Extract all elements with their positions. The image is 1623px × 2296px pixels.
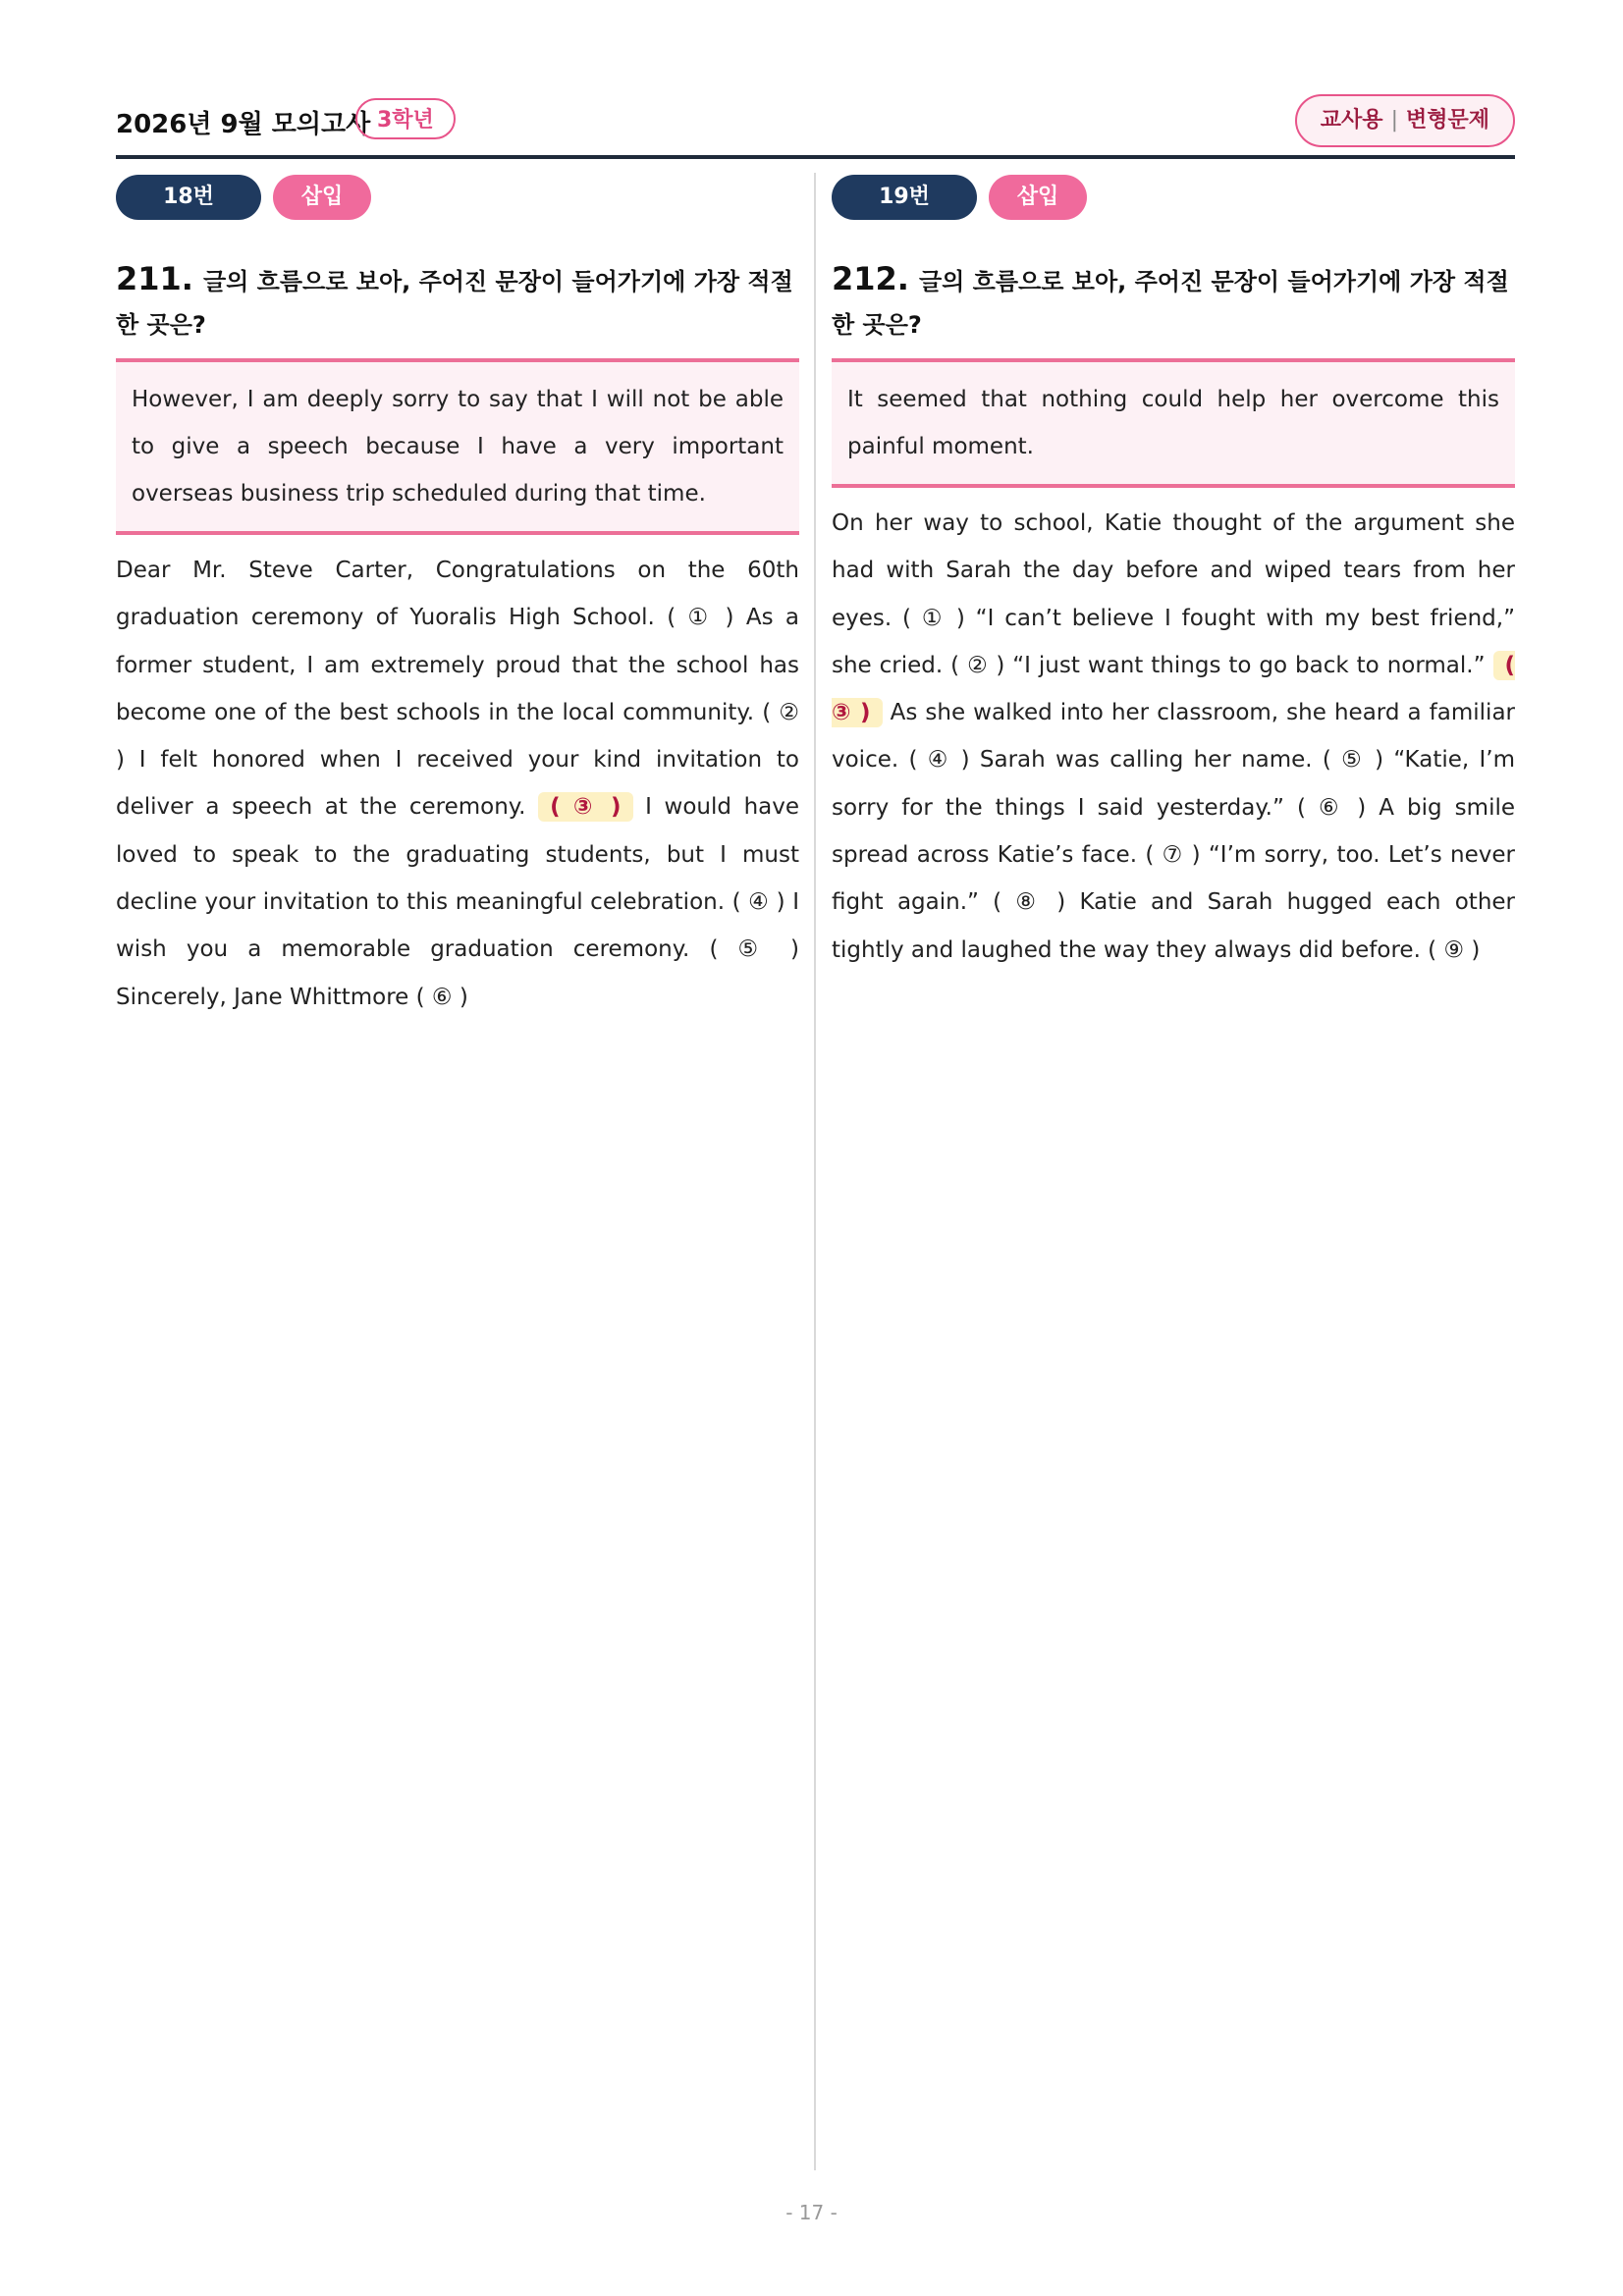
page-number: - 17 - <box>785 2201 838 2224</box>
question-number: 211. <box>116 260 193 297</box>
passage-part-2: I would have loved to speak to the graduating students, but I must decline your invitation to this meaningful celebration. ( ④ ) I wish you a memorable graduation ceremony. ( ⑤ ) Sincerely, Jane Whittmore ( ⑥ ) <box>116 794 800 1010</box>
answer-highlight: ( ③ ) <box>538 792 632 822</box>
question-type-tag: 삽입 <box>989 175 1087 220</box>
question-prompt <box>832 257 1515 347</box>
question-212-column <box>832 175 1515 974</box>
passage <box>832 500 1515 974</box>
edition-separator: | <box>1390 108 1398 133</box>
source-number-tag: 18번 <box>116 175 261 220</box>
given-sentence-box: However, I am deeply sorry to say that I will not be able to give a speech because I have a very important overseas business trip scheduled during that time. <box>116 358 799 535</box>
type-label: 변형문제 <box>1405 108 1489 133</box>
question-211-column <box>116 175 799 1021</box>
header-rule <box>116 155 1515 159</box>
exam-title: 2026년 9월 모의고사 <box>116 110 371 139</box>
passage-part-1: On her way to school, Katie thought of the argument she had with Sarah the day before and wiped tears from her eyes. ( ① ) “I can’t believe I fought with my best friend,” she cried. ( ② ) “I just want things to go back to normal.” <box>832 510 1515 678</box>
source-number-tag: 19번 <box>832 175 977 220</box>
answer-highlight: ( ③ ) <box>832 652 1516 726</box>
question-text: 글의 흐름으로 보아, 주어진 문장이 들어가기에 가장 적절한 곳은? <box>832 268 1509 339</box>
question-text: 글의 흐름으로 보아, 주어진 문장이 들어가기에 가장 적절한 곳은? <box>116 268 793 339</box>
question-prompt <box>116 257 799 347</box>
passage-part-2: As she walked into her classroom, she heard a familiar voice. ( ④ ) Sarah was calling her name. ( ⑤ ) “Katie, I’m sorry for the things I said yesterday.” ( ⑥ ) A big smile spread across Katie’s face. ( ⑦ ) “I’m sorry, too. Let’s never fight again.” ( ⑧ ) Katie and Sarah hugged each other tightly and laughed the way they always did before. ( ⑨ ) <box>832 700 1516 963</box>
question-number: 212. <box>832 260 909 297</box>
edition-badge <box>1295 94 1515 147</box>
passage-part-1: Dear Mr. Steve Carter, Congratulations on the 60th graduation ceremony of Yuoralis High School. ( ① ) As a former student, I am extremely proud that the school has become one of the best schools in the local community. ( ② ) I felt honored when I received your kind invitation to deliver a speech at the ceremony. <box>116 558 799 821</box>
question-tags <box>116 175 799 222</box>
question-type-tag: 삽입 <box>273 175 371 220</box>
page-header <box>116 94 1515 155</box>
column-divider <box>814 173 816 2170</box>
grade-badge: 3학년 <box>355 98 456 139</box>
given-sentence-box: It seemed that nothing could help her overcome this painful moment. <box>832 358 1515 488</box>
question-tags <box>832 175 1515 222</box>
audience-label: 교사용 <box>1320 108 1383 133</box>
passage <box>116 547 799 1021</box>
